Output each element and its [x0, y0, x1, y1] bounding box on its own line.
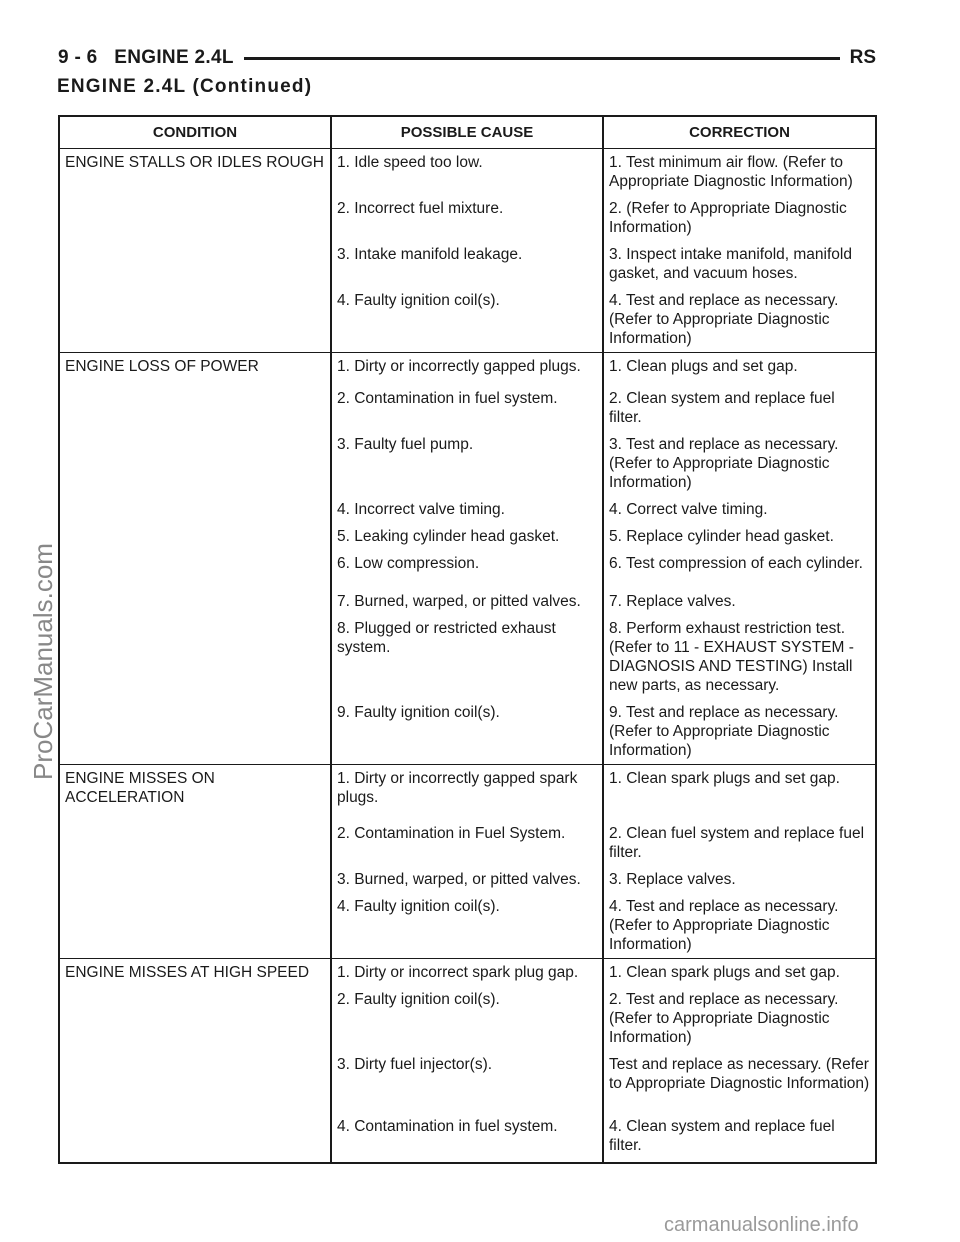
- side-watermark: ProCarManuals.com: [28, 543, 58, 780]
- table-row: [59, 764, 876, 820]
- cause-cell: 8. Plugged or restricted exhaust system.: [331, 615, 603, 699]
- cause-cell: 6. Low compression.: [331, 550, 603, 588]
- cause-cell: 4. Faulty ignition coil(s).: [331, 287, 603, 353]
- cause-cell: 2. Contamination in Fuel System.: [331, 820, 603, 866]
- correction-cell: 5. Replace cylinder head gasket.: [603, 523, 876, 550]
- cause-cell: 5. Leaking cylinder head gasket.: [331, 523, 603, 550]
- condition-group: [59, 959, 876, 1164]
- table-row: [59, 353, 876, 385]
- correction-cell: 2. Clean system and replace fuel filter.: [603, 385, 876, 431]
- correction-cell: 1. Clean spark plugs and set gap.: [603, 959, 876, 987]
- table-header: [59, 116, 876, 149]
- table-row: [59, 149, 876, 196]
- condition-cell: ENGINE LOSS OF POWER: [59, 353, 331, 765]
- cause-cell: 7. Burned, warped, or pitted valves.: [331, 588, 603, 615]
- correction-cell: 4. Test and replace as necessary. (Refer to Appropriate Diagnostic Information): [603, 893, 876, 959]
- cause-cell: 3. Dirty fuel injector(s).: [331, 1051, 603, 1113]
- cause-cell: 2. Incorrect fuel mixture.: [331, 195, 603, 241]
- correction-cell: 4. Test and replace as necessary. (Refer to Appropriate Diagnostic Information): [603, 287, 876, 353]
- section-title: ENGINE 2.4L: [114, 47, 234, 68]
- cause-cell: 1. Dirty or incorrectly gapped spark plugs.: [331, 764, 603, 820]
- condition-cell: ENGINE MISSES AT HIGH SPEED: [59, 959, 331, 1164]
- vehicle-code: RS: [849, 47, 876, 68]
- table-row: [59, 959, 876, 987]
- cause-cell: 3. Burned, warped, or pitted valves.: [331, 866, 603, 893]
- correction-cell: 3. Test and replace as necessary. (Refer to Appropriate Diagnostic Information): [603, 431, 876, 496]
- correction-cell: 7. Replace valves.: [603, 588, 876, 615]
- page-header: [58, 46, 876, 70]
- correction-cell: 3. Replace valves.: [603, 866, 876, 893]
- diagnosis-table: [58, 115, 877, 1164]
- correction-cell: 8. Perform exhaust restriction test. (Refer to 11 - EXHAUST SYSTEM - DIAGNOSIS AND TESTING) Install new parts, as necessary.: [603, 615, 876, 699]
- page-number-section: [58, 47, 234, 69]
- correction-cell: 1. Test minimum air flow. (Refer to Appropriate Diagnostic Information): [603, 149, 876, 196]
- condition-cell: ENGINE MISSES ON ACCELERATION: [59, 764, 331, 959]
- correction-cell: 6. Test compression of each cylinder.: [603, 550, 876, 588]
- condition-cell: ENGINE STALLS OR IDLES ROUGH: [59, 149, 331, 353]
- cause-cell: 3. Faulty fuel pump.: [331, 431, 603, 496]
- col-header-correction: CORRECTION: [603, 116, 876, 149]
- correction-cell: 1. Clean plugs and set gap.: [603, 353, 876, 385]
- correction-cell: 1. Clean spark plugs and set gap.: [603, 764, 876, 820]
- correction-cell: Test and replace as necessary. (Refer to Appropriate Diagnostic Information): [603, 1051, 876, 1113]
- correction-cell: 4. Correct valve timing.: [603, 496, 876, 523]
- condition-group: [59, 353, 876, 765]
- correction-cell: 3. Inspect intake manifold, manifold gasket, and vacuum hoses.: [603, 241, 876, 287]
- cause-cell: 2. Contamination in fuel system.: [331, 385, 603, 431]
- correction-cell: 2. (Refer to Appropriate Diagnostic Information): [603, 195, 876, 241]
- cause-cell: 2. Faulty ignition coil(s).: [331, 986, 603, 1051]
- cause-cell: 9. Faulty ignition coil(s).: [331, 699, 603, 765]
- cause-cell: 3. Intake manifold leakage.: [331, 241, 603, 287]
- condition-group: [59, 764, 876, 959]
- correction-cell: 2. Clean fuel system and replace fuel filter.: [603, 820, 876, 866]
- cause-cell: 4. Faulty ignition coil(s).: [331, 893, 603, 959]
- condition-group: [59, 149, 876, 353]
- correction-cell: 9. Test and replace as necessary. (Refer to Appropriate Diagnostic Information): [603, 699, 876, 765]
- cause-cell: 4. Incorrect valve timing.: [331, 496, 603, 523]
- cause-cell: 1. Dirty or incorrect spark plug gap.: [331, 959, 603, 987]
- header-rule: [244, 57, 840, 60]
- cause-cell: 4. Contamination in fuel system.: [331, 1113, 603, 1163]
- page-subtitle: ENGINE 2.4L (Continued): [57, 76, 313, 97]
- cause-cell: 1. Dirty or incorrectly gapped plugs.: [331, 353, 603, 385]
- cause-cell: 1. Idle speed too low.: [331, 149, 603, 196]
- page-number: 9 - 6: [58, 47, 98, 68]
- correction-cell: 2. Test and replace as necessary. (Refer to Appropriate Diagnostic Information): [603, 986, 876, 1051]
- col-header-cause: POSSIBLE CAUSE: [331, 116, 603, 149]
- col-header-condition: CONDITION: [59, 116, 331, 149]
- correction-cell: 4. Clean system and replace fuel filter.: [603, 1113, 876, 1163]
- footer-watermark: carmanualsonline.info: [664, 1214, 859, 1236]
